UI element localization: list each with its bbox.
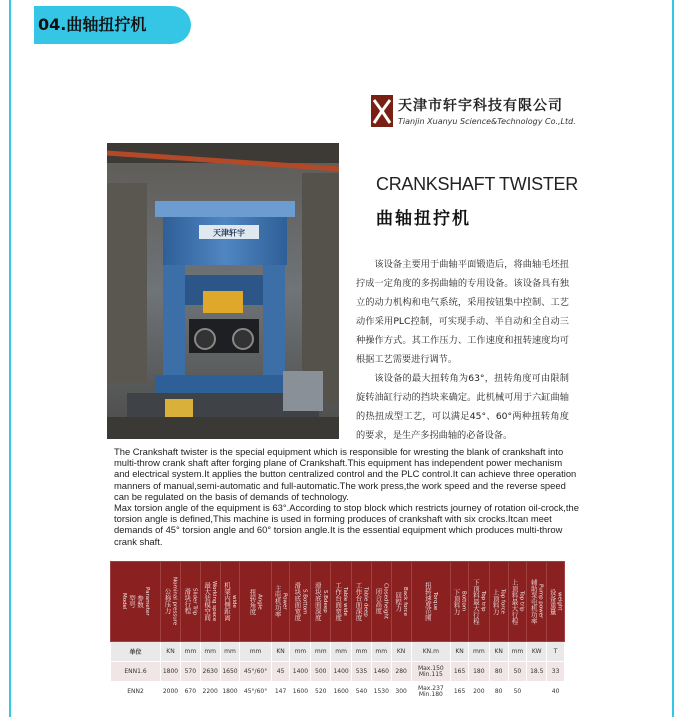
section-title: 04.曲轴扭拧机 xyxy=(34,6,191,44)
table-cell: 2630 xyxy=(200,662,220,682)
table-cell: mm xyxy=(290,642,311,662)
table-cell: 1600 xyxy=(290,682,311,702)
table-cell: 520 xyxy=(311,682,331,702)
table-cell: mm xyxy=(371,642,391,662)
description-cn-paragraph: 该设备的最大扭转角为63°，扭转角度可由限制旋转油缸行动的挡块来确定。此机械可用于六缸曲轴的热扭成型工艺，可以满足45°、60°两种扭转角度的要求，是生产多拐曲轴的必备设备。 xyxy=(356,373,569,441)
column-header: 主电机功率 Power xyxy=(271,562,290,642)
company-name-cn: 天津市轩宇科技有限公司 xyxy=(398,98,563,114)
corner-param-cn: 参数 xyxy=(136,595,145,608)
column-header: 扭转速度范围 Torque xyxy=(411,562,451,642)
table-cell: mm xyxy=(352,642,372,662)
table-cell: 165 xyxy=(451,662,469,682)
table-cell: 80 xyxy=(489,682,508,702)
table-corner-header xyxy=(111,562,161,642)
table-cell: KN xyxy=(451,642,469,662)
table-cell: Max.150 Min.115 xyxy=(411,662,451,682)
table-cell: 1800 xyxy=(161,662,181,682)
table-cell: KN.m xyxy=(411,642,451,662)
table-cell: 50 xyxy=(508,662,527,682)
table-cell: 40 xyxy=(547,682,565,702)
table-cell: 80 xyxy=(489,662,508,682)
column-header: 滑块行程 Slider Trip xyxy=(180,562,200,642)
table-cell: 1460 xyxy=(371,662,391,682)
table-cell: KN xyxy=(271,642,290,662)
model-cell: ENN2 xyxy=(111,682,161,702)
table-cell: 200 xyxy=(468,682,489,702)
table-cell: 1400 xyxy=(290,662,311,682)
corner-model-cn: 型号 xyxy=(128,595,137,608)
description-en xyxy=(114,446,580,547)
table-cell: 540 xyxy=(352,682,372,702)
column-header: 机架内侧距离 wide xyxy=(220,562,240,642)
table-cell: 1530 xyxy=(371,682,391,702)
table-cell: mm xyxy=(200,642,220,662)
column-header: 上顶料力 Top force xyxy=(489,562,508,642)
table-cell: KN xyxy=(391,642,411,662)
corner-param-en: Parameter xyxy=(144,587,151,616)
table-cell: mm xyxy=(508,642,527,662)
table-cell: 1650 xyxy=(220,662,240,682)
table-cell: 1400 xyxy=(331,662,352,682)
column-header: 公称压力 Nominal pressure xyxy=(161,562,181,642)
column-header: 工作台面深度 Table deep xyxy=(352,562,372,642)
table-cell: 570 xyxy=(180,662,200,682)
table-cell: 45°/60° xyxy=(240,662,271,682)
table-cell: mm xyxy=(240,642,271,662)
table-cell: 33 xyxy=(547,662,565,682)
column-header: 下顶料力 Bottom xyxy=(451,562,469,642)
machine-photo xyxy=(107,143,339,439)
table-row xyxy=(111,662,565,682)
description-cn xyxy=(356,255,569,445)
table-cell xyxy=(527,682,547,702)
table-cell: T xyxy=(547,642,565,662)
spec-table xyxy=(110,561,565,702)
table-cell: 2200 xyxy=(200,682,220,702)
table-cell: 535 xyxy=(352,662,372,682)
column-header: 扭转角度 Angle xyxy=(240,562,271,642)
column-header: 设备重量 weight xyxy=(547,562,565,642)
product-title-en: CRANKSHAFT TWISTER xyxy=(376,174,578,194)
table-cell: mm xyxy=(468,642,489,662)
table-cell: mm xyxy=(331,642,352,662)
corner-model-en: Model xyxy=(121,593,128,610)
column-header: 滑块底面宽度 S.Bottom xyxy=(290,562,311,642)
units-row xyxy=(111,642,565,662)
table-row xyxy=(111,682,565,702)
table-cell: 45°/60° xyxy=(240,682,271,702)
table-cell: 2000 xyxy=(161,682,181,702)
table-cell: mm xyxy=(220,642,240,662)
company-logo xyxy=(371,95,393,127)
table-cell: KN xyxy=(489,642,508,662)
table-cell: Max.237 Min.180 xyxy=(411,682,451,702)
column-header: 辅助泵电机功率 Pump power xyxy=(527,562,547,642)
column-header: 闭合高度 Closedheight xyxy=(371,562,391,642)
table-cell: mm xyxy=(180,642,200,662)
description-en-paragraph: Max torsion angle of the equipment is 63°.According to stop block which restricts journey of rotation oil-crock,the torsion angle is defined,This machine is used in forming produces of crankshaft with six crocks.Itcan meet demands of 45° torsion angle and 60° torsion angle.It is the essential equipment which produces multi-throw crank shaft. xyxy=(114,502,579,547)
description-en-paragraph: The Crankshaft twister is the special equipment which is responsible for wresting the blank of crankshaft into multi-throw crank shaft after forging plane of Crankshaft.This equipment has independent power mechanism and electrical system.It applies the button centralized control and the PLC control.It can achieve three operation manners of manual,semi-automatic and full-automatic.The work press,the work speed and the reverse speed can be regulated on the basis of demands of technology. xyxy=(114,446,577,502)
table-cell: 165 xyxy=(451,682,469,702)
table-cell: 1600 xyxy=(331,682,352,702)
model-cell: ENN1.6 xyxy=(111,662,161,682)
table-cell: 180 xyxy=(468,662,489,682)
machine-plate-text: 天津轩宇 xyxy=(213,228,245,238)
company-name-en: Tianjin Xuanyu Science&Technology Co.,Ltd. xyxy=(398,117,576,126)
column-header: 工作台面宽度 Table wide xyxy=(331,562,352,642)
table-cell: 500 xyxy=(311,662,331,682)
table-cell: KW xyxy=(527,642,547,662)
table-cell: 18.5 xyxy=(527,662,547,682)
column-header: 上顶料最大行程 Top trip xyxy=(508,562,527,642)
table-cell: mm xyxy=(311,642,331,662)
unit-label: 单位 xyxy=(111,642,161,662)
table-cell: 280 xyxy=(391,662,411,682)
table-cell: 45 xyxy=(271,662,290,682)
product-title-cn: 曲轴扭拧机 xyxy=(376,209,471,229)
column-header: 回程力 Back force xyxy=(391,562,411,642)
table-cell: 147 xyxy=(271,682,290,702)
table-cell: 670 xyxy=(180,682,200,702)
table-cell: KN xyxy=(161,642,181,662)
table-cell: 1800 xyxy=(220,682,240,702)
table-cell: 50 xyxy=(508,682,527,702)
description-cn-paragraph: 该设备主要用于曲轴平面锻造后，将曲轴毛坯扭拧成一定角度的多拐曲轴的专用设备。该设备具有独立的动力机构和电气系统，采用按钮集中控制、工艺动作采用PLC控制，可实现手动、半自动和全自动三种操作方式。其工作压力、工作速度和扭转速度均可根据工艺需要进行调节。 xyxy=(356,259,569,365)
table-cell: 300 xyxy=(391,682,411,702)
column-header: 滑块底面深度 S.Bdeep xyxy=(311,562,331,642)
column-header: 下顶料最大行程 Top trip xyxy=(468,562,489,642)
column-header: 最大装模空间 Working space xyxy=(200,562,220,642)
